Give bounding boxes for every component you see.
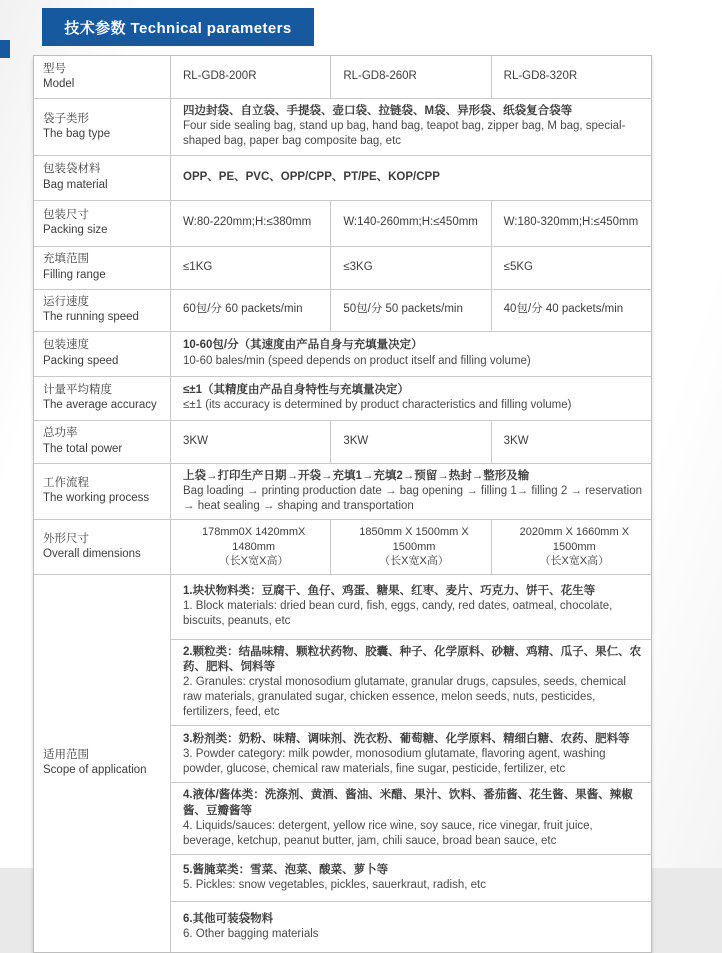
label-bag-type-zh: 袋子类形 [43, 112, 89, 125]
dimensions-2-suffix: （长X宽X高） [379, 555, 449, 568]
left-blue-accent [0, 40, 10, 58]
row-total-power [34, 421, 651, 464]
running-speed-1-text: 60包/分 60 packets/min [183, 303, 303, 316]
label-overall-dimensions-zh: 外形尺寸 [43, 532, 89, 545]
label-working-process [34, 464, 171, 520]
bag-type-value [171, 99, 651, 155]
label-working-process-zh: 工作流程 [43, 477, 89, 490]
row-bag-type [34, 99, 651, 156]
packing-size-3-text: W:180-320mm;H:≤450mm [503, 216, 639, 229]
working-process-en: Bag loading → printing production date → bag opening → filling 1→ filling 2 → reservation → heat sealing → shaping and transportation [183, 484, 642, 512]
label-packing-speed-zh: 包装速度 [43, 339, 89, 352]
label-average-accuracy-en: The average accuracy [43, 399, 157, 412]
dimensions-1-suffix: （长X宽X高） [218, 555, 289, 568]
section-header [42, 8, 314, 46]
scope-6-zh: 6.其他可装袋物料 [183, 912, 274, 925]
scope-3-zh: 3.粉剂类：奶粉、味精、调味剂、洗衣粉、葡萄糖、化学原料、精细白糖、农药、肥料等 [183, 732, 630, 745]
packing-speed-value [171, 332, 651, 376]
scope-item-liquids-sauces [171, 783, 651, 855]
working-process-zh: 上袋→打印生产日期→开袋→充填1→充填2→预留→热封→整形及输 [183, 469, 530, 482]
dimensions-2 [331, 520, 491, 574]
label-working-process-en: The working process [43, 492, 150, 505]
label-packing-speed [34, 332, 171, 376]
dimensions-2-text: 1850mm X 1500mm X 1500mm [359, 526, 469, 553]
label-bag-material-zh: 包装袋材料 [43, 163, 101, 176]
label-total-power [34, 421, 171, 463]
label-model-zh: 型号 [43, 62, 66, 75]
running-speed-2-text: 50包/分 50 packets/min [343, 303, 463, 316]
working-process-value [171, 464, 651, 520]
running-speed-1 [171, 290, 331, 331]
scope-item-powder [171, 726, 651, 783]
label-running-speed [34, 290, 171, 331]
bag-type-en: Four side sealing bag, stand up bag, hand bag, teapot bag, zipper bag, M bag, special-shaped bag, paper bag composite bag, etc [183, 120, 626, 148]
model-2-text: RL-GD8-260R [343, 70, 417, 83]
label-running-speed-en: The running speed [43, 311, 139, 324]
average-accuracy-en: ≤±1 (its accuracy is determined by product characteristics and filling volume) [183, 399, 572, 412]
row-scope-of-application [34, 575, 651, 953]
scope-item-block-materials [171, 575, 651, 640]
section-header-title: 技术参数 Technical parameters [64, 19, 292, 37]
scope-items [171, 575, 651, 953]
label-total-power-en: The total power [43, 442, 123, 455]
packing-size-1-text: W:80-220mm;H:≤380mm [183, 216, 312, 229]
label-bag-material-en: Bag material [43, 178, 108, 191]
total-power-1 [171, 421, 331, 463]
scope-4-zh: 4.液体/酱体类：洗涤剂、黄酒、酱油、米醋、果汁、饮料、番茄酱、花生酱、果酱、辣椒酱、豆瓣酱等 [183, 789, 633, 817]
packing-size-2 [331, 201, 491, 246]
row-average-accuracy [34, 377, 651, 421]
packing-size-2-text: W:140-260mm;H:≤450mm [343, 216, 478, 229]
average-accuracy-value [171, 377, 651, 420]
packing-speed-en: 10-60 bales/min (speed depends on product itself and filling volume) [183, 354, 531, 367]
filling-range-2-text: ≤3KG [343, 260, 373, 273]
label-scope-en: Scope of application [43, 764, 147, 777]
scope-2-zh: 2.颗粒类：结晶味精、颗粒状药物、胶囊、种子、化学原料、砂糖、鸡精、瓜子、果仁、农药、肥料、饲料等 [183, 645, 642, 673]
total-power-1-text: 3KW [183, 434, 208, 447]
total-power-3 [492, 421, 651, 463]
label-packing-size-zh: 包装尺寸 [43, 208, 89, 221]
label-model-en: Model [43, 78, 75, 90]
scope-item-pickles [171, 855, 651, 902]
model-3-text: RL-GD8-320R [503, 70, 578, 83]
row-model [34, 56, 651, 99]
label-packing-speed-en: Packing speed [43, 354, 119, 367]
packing-speed-zh: 10-60包/分（其速度由产品自身与充填量决定） [183, 339, 423, 352]
row-overall-dimensions [34, 520, 651, 575]
label-average-accuracy-zh: 计量平均精度 [43, 383, 112, 396]
row-packing-speed [34, 332, 651, 377]
label-packing-size [34, 201, 171, 246]
scope-4-en: 4. Liquids/sauces: detergent, yellow rice wine, soy sauce, rice vinegar, fruit juice, beverage, ketchup, peanut butter, jam, chili sauce, broad bean sauce, etc [183, 819, 593, 847]
total-power-3-text: 3KW [503, 434, 529, 447]
scope-5-zh: 5.酱腌菜类：雪菜、泡菜、酸菜、萝卜等 [183, 863, 389, 876]
dimensions-3 [492, 520, 651, 574]
label-total-power-zh: 总功率 [43, 427, 78, 440]
label-packing-size-en: Packing size [43, 224, 108, 237]
label-running-speed-zh: 运行速度 [43, 295, 89, 308]
label-filling-range [34, 247, 171, 289]
row-running-speed [34, 290, 651, 332]
label-bag-type-en: The bag type [43, 127, 111, 140]
scope-item-granules [171, 640, 651, 727]
label-scope-zh: 适用范围 [43, 749, 89, 762]
total-power-2 [331, 421, 491, 463]
filling-range-1 [171, 247, 331, 289]
running-speed-3 [492, 290, 651, 331]
model-1-text: RL-GD8-200R [183, 70, 257, 83]
label-filling-range-en: Filling range [43, 268, 106, 281]
filling-range-3 [492, 247, 651, 289]
label-overall-dimensions-en: Overall dimensions [43, 547, 141, 560]
running-speed-2 [331, 290, 491, 331]
filling-range-3-text: ≤5KG [503, 260, 533, 273]
scope-1-zh: 1.块状物料类：豆腐干、鱼仔、鸡蛋、糖果、红枣、麦片、巧克力、饼干、花生等 [183, 584, 596, 597]
row-working-process [34, 464, 651, 521]
bag-material-value [171, 156, 651, 200]
bag-material-text: OPP、PE、PVC、OPP/CPP、PT/PE、KOP/CPP [183, 170, 440, 183]
dimensions-3-suffix: （长X宽X高） [539, 555, 610, 568]
average-accuracy-zh: ≤±1（其精度由产品自身特性与充填量决定） [183, 383, 410, 396]
model-value-2 [331, 56, 491, 98]
label-overall-dimensions [34, 520, 171, 574]
packing-size-1 [171, 201, 331, 246]
filling-range-1-text: ≤1KG [183, 260, 213, 273]
scope-1-en: 1. Block materials: dried bean curd, fish, eggs, candy, red dates, oatmeal, chocolate, biscuits, peanuts, etc [183, 599, 613, 628]
scope-6-en: 6. Other bagging materials [183, 928, 319, 941]
dimensions-1 [171, 520, 331, 574]
scope-2-en: 2. Granules: crystal monosodium glutamate, granular drugs, capsules, seeds, chemical raw materials, granulated sugar, chicken essence, melon seeds, nuts, pesticides, fertilizers, feed, etc [183, 675, 626, 719]
label-average-accuracy [34, 377, 171, 420]
packing-size-3 [492, 201, 651, 246]
model-value-1 [171, 56, 331, 98]
label-filling-range-zh: 充填范围 [43, 253, 89, 266]
scope-3-en: 3. Powder category: milk powder, monosodium glutamate, flavoring agent, washing powder, glucose, chemical raw materials, fine sugar, pesticide, fertilizer, etc [183, 747, 606, 776]
scope-5-en: 5. Pickles: snow vegetables, pickles, sauerkraut, radish, etc [183, 879, 486, 892]
label-scope [34, 575, 171, 953]
technical-parameters-table [33, 55, 652, 953]
scope-item-other [171, 902, 651, 952]
row-bag-material [34, 156, 651, 201]
label-model [34, 56, 171, 98]
filling-range-2 [331, 247, 491, 289]
label-bag-material [34, 156, 171, 200]
label-bag-type [34, 99, 171, 155]
dimensions-3-text: 2020mm X 1660mm X 1500mm [519, 526, 630, 553]
model-value-3 [492, 56, 651, 98]
row-packing-size [34, 201, 651, 247]
running-speed-3-text: 40包/分 40 packets/min [503, 303, 624, 316]
dimensions-1-text: 178mm0X 1420mmX 1480mm [202, 526, 306, 553]
total-power-2-text: 3KW [343, 434, 369, 447]
row-filling-range [34, 247, 651, 290]
bag-type-zh: 四边封袋、自立袋、手提袋、壶口袋、拉链袋、M袋、异形袋、纸袋复合袋等 [183, 105, 573, 117]
